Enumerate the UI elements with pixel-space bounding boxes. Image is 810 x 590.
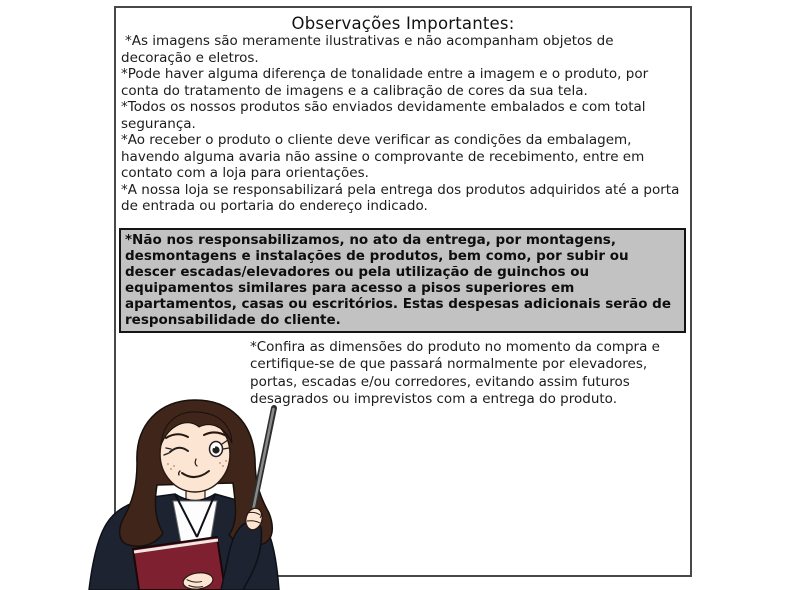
note-safe-packaging: *Todos os nossos produtos são enviados devidamente embalados e com total segurança.	[121, 99, 646, 132]
note-check-dimensions: *Confira as dimensões do produto no momento da compra e certifique-se de que passará normalmente por elevadores, portas, escadas e/ou corredores, evitando assim futuros desagrados ou imprevistos com a entrega do produto.	[250, 338, 660, 407]
highlight-no-assembly-responsibility: *Não nos responsabilizamos, no ato da entrega, por montagens, desmontagens e instalações de produtos, bem como, por subir ou descer escadas/elevadores ou pela utilização de guinchos ou equipamentos similares para acesso a pisos superiores em apartamentos, casas ou escritórios. Estas despesas adicionais serão de responsabilidade do cliente.	[119, 228, 686, 333]
note-images-illustrative: *As imagens são meramente ilustrativas e não acompanham objetos de decoração e eletros.	[121, 33, 614, 66]
note-check-packaging: *Ao receber o produto o cliente deve verificar as condições da embalagem, havendo alguma avaria não assine o comprovante de recebimento, entre em contato com a loja para orientações.	[121, 132, 645, 181]
note-delivery-scope: *A nossa loja se responsabilizará pela entrega dos produtos adquiridos até a porta de entrada ou portaria do endereço indicado.	[121, 181, 680, 214]
winking-woman-with-pointer-illustration	[83, 397, 308, 590]
note-color-tonality: *Pode haver alguma diferença de tonalidade entre a imagem e o produto, por conta do tratamento de imagens e a calibração de cores da sua tela.	[121, 66, 649, 99]
notice-title: Observações Importantes:	[291, 14, 515, 33]
